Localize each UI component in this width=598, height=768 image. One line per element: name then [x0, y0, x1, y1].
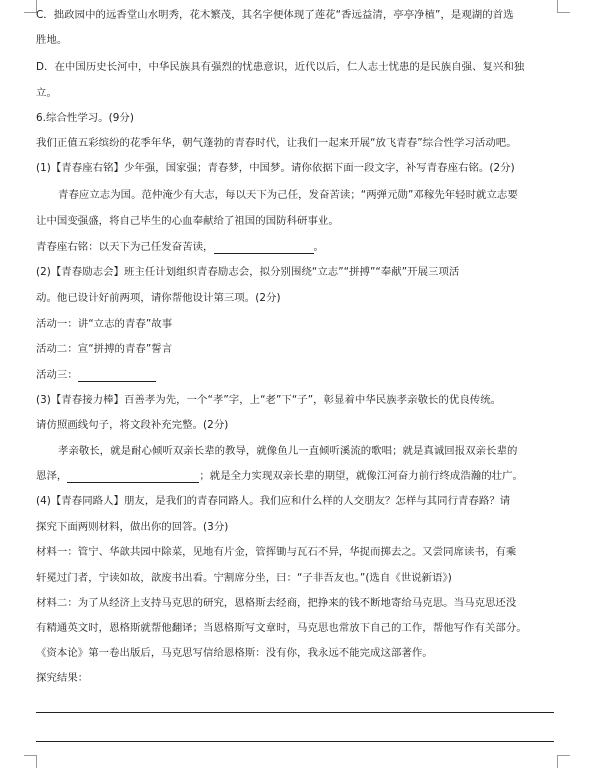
- question-line: (1)【青春座右铭】少年强，国家强；青春梦，中国梦。请你依据下面一段文字，补写青春座右铭。(2分): [36, 162, 515, 174]
- answer-rule: [36, 712, 554, 713]
- paragraph-line: 让中国变强盛，将自己毕生的心血奉献给了祖国的国防科研事业。: [36, 215, 339, 227]
- answer-blank: [67, 471, 199, 483]
- page-corner-mark: [557, 755, 570, 768]
- page-corner-mark: [24, 755, 37, 768]
- answer-rule: [36, 741, 554, 742]
- page-corner-mark: [557, 0, 570, 13]
- answer-blank: [214, 242, 314, 254]
- paragraph-line: 青春应立志为国。范仲淹少有大志，每以天下为己任，发奋苦读；“两弹元勋”邓稼先年轻时就立志要: [58, 189, 518, 201]
- answer-line: [36, 240, 324, 254]
- answer-prompt: 恩泽，: [36, 470, 68, 482]
- paragraph-line: 动。他已设计好前两项，请你帮他设计第三项。(2分): [36, 292, 281, 304]
- paragraph-line: 立。: [36, 87, 57, 99]
- question-line: (4)【青春同路人】朋友，是我们的青春同路人。我们应和什么样的人交朋友？怎样与其同行青春路？请: [36, 495, 511, 507]
- section-heading: 6.综合性学习。(9分): [36, 112, 134, 124]
- paragraph-line: D．在中国历史长河中，中华民族具有强烈的忧患意识，近代以后，仁人志士忧患的是民族自强、复兴和独: [36, 61, 525, 73]
- activity-label: 活动三：: [36, 369, 78, 381]
- paragraph-line: C．拙政园中的远香堂山水明秀，花木繁茂，其名字便体现了莲花“香远益清，亭亭净植”，是观湖的首选: [36, 9, 514, 21]
- material-line: 材料二：为了从经济上支持马克思的研究，恩格斯去经商，把挣来的钱不断地寄给马克思。当马克思还没: [36, 597, 517, 609]
- answer-blank: [78, 370, 156, 382]
- activity-item: 活动一：讲“立志的青春”故事: [36, 318, 173, 330]
- material-line: 《资本论》第一卷出版后，马克思写信给恩格斯：没有你，我永远不能完成这部著作。: [36, 647, 433, 659]
- question-line: (3)【青春接力棒】百善孝为先，一个“孝”字，上“老”下“子”，彰显着中华民族孝亲敬长的优良传统。: [36, 394, 502, 406]
- material-line: 材料一：管宁、华歆共园中除菜，见地有片金，管挥锄与瓦石不异，华捉而掷去之。又尝同席读书，有乘: [36, 546, 517, 558]
- answer-prompt: 青春座右铭：以天下为己任发奋苦读，: [36, 241, 214, 253]
- activity-item: [36, 368, 156, 382]
- answer-end-mark: 。: [313, 241, 324, 253]
- material-line: 轩冕过门者，宁读如故，歆废书出看。宁割席分坐，曰：“子非吾友也。”(选自《世说新语》): [36, 572, 452, 584]
- material-line: 有精通英文时，恩格斯就帮他翻译；当恩格斯写文章时，马克思也常放下自己的工作，帮他写作有关部分。: [36, 622, 527, 634]
- paragraph-line: 我们正值五彩缤纷的花季年华，朝气蓬勃的青春时代，让我们一起来开展“放飞青春”综合性学习活动吧。: [36, 137, 517, 149]
- paragraph-line: 探究下面两则材料，做出你的回答。(3分): [36, 521, 229, 533]
- answer-label: 探究结果：: [36, 672, 89, 684]
- answer-line: [36, 469, 523, 483]
- question-line: (2)【青春励志会】班主任计划组织青春励志会，拟分别围绕“立志”“拼搏”“奉献”开展三项活: [36, 266, 460, 278]
- answer-tail: ；就是全力实现双亲长辈的期望，就像江河奋力前行终成浩瀚的壮广。: [199, 470, 523, 482]
- paragraph-line: 胜地。: [36, 34, 68, 46]
- paragraph-line: 孝亲敬长，就是耐心倾听双亲长辈的教导，就像鱼儿一直倾听溪流的歌唱；就是真诚回报双亲长辈的: [58, 445, 518, 457]
- activity-item: 活动二：宣“拼搏的青春”誓言: [36, 343, 173, 355]
- paragraph-line: 请仿照画线句子，将文段补充完整。(2分): [36, 419, 229, 431]
